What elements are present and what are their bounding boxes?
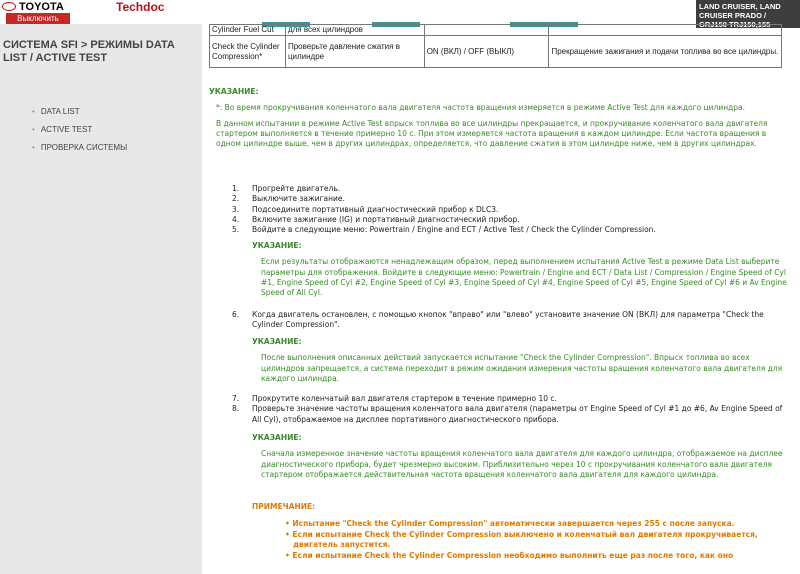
bullet-icon: • (285, 550, 293, 560)
note-block (252, 337, 787, 384)
main-content (202, 24, 800, 574)
model-line: LAND CRUISER, LAND (699, 2, 781, 11)
steps-list (232, 310, 787, 331)
list-item: 5. Войдите в следующие меню: Powertrain / Engine and ECT / Active Test / Check the Cylinder Compression. (232, 225, 656, 235)
model-line: KDJ150,155 LJ150 (699, 29, 765, 38)
table-cell: Check the Cylinder Compression* (210, 36, 286, 68)
note-block (252, 241, 787, 298)
list-item: 6. Когда двигатель остановлен, с помощью кнопок "вправо" или "влево" установите значение ON (ВКЛ) для параметра "Check the Cylinder Compression". (232, 310, 764, 330)
toyota-emblem-icon (2, 2, 16, 11)
note-text: Сначала измеренное значение частоты вращения коленчатого вала двигателя для каждого цилиндра, отображаемое на дисплее диагностического прибора, будет чрезмерно высоким. Приблизительно через 10 с прокручивания коленчатого вала двигателя стартером отображается действительная частота вращения коленчатого вала двигателя для каждого цилиндра. (261, 449, 783, 479)
list-item: 7. Прокрутите коленчатый вал двигателя стартером в течение примерно 10 с. (232, 394, 557, 403)
logout-button[interactable]: Выключить (6, 13, 70, 24)
note-label: УКАЗАНИЕ: (209, 87, 259, 96)
caution-item: • Испытание "Check the Cylinder Compression" автоматически завершается через 255 с после запуска. (285, 519, 735, 529)
note-block (209, 87, 784, 149)
table-cell: для всех цилиндров (285, 25, 424, 36)
note-label: УКАЗАНИЕ: (252, 337, 302, 346)
steps-list (232, 184, 787, 235)
note-label: УКАЗАНИЕ: (252, 433, 302, 442)
bullet-icon: • (32, 107, 35, 116)
sidebar-item-label: ПРОВЕРКА СИСТЕМЫ (40, 143, 128, 152)
table-cell: Прекращение зажигания и подачи топлива во все цилиндры. (549, 36, 782, 68)
caution-item: • Если испытание Check the Cylinder Compression необходимо выполнить еще раз после того, как оно (285, 550, 734, 560)
table-cell: Cylinder Fuel Cut (210, 25, 286, 36)
sidebar-item-label: DATA LIST (40, 107, 80, 116)
bullet-icon: • (285, 529, 293, 539)
note-text: В данном испытании в режиме Active Test впрыск топлива во все цилиндры прекращается, и прокручивание коленчатого вала двигателя стартером выполняется в течение примерно 10 с. При этом измеряется частота вращения в каждом цилиндре. Если частота вращения в одном цилиндре выше, чем в других цилиндрах, определяется, что давление сжатия в этом цилиндре ниже, чем в других цилиндрах. (216, 118, 768, 149)
note-text: *: Во время прокручивания коленчатого вала двигателя частота вращения измеряется в режиме Active Test для каждого цилиндра. (216, 103, 746, 113)
sidebar-nav (32, 106, 127, 160)
caution-list (252, 519, 792, 561)
table-cell: ON (ВКЛ) / OFF (ВЫКЛ) (424, 36, 549, 68)
table-cell: Проверьте давление сжатия в цилиндре (285, 36, 424, 68)
bullet-icon: • (32, 143, 35, 152)
list-item: 8. Проверьте значение частоты вращения коленчатого вала двигателя (параметры от Engine Speed of Cyl #1 до #6, Av Engine Speed of All Cyl), отображаемое на дисплее портативного диагностического прибора. (232, 404, 783, 424)
caution-label: ПРИМЕЧАНИЕ: (252, 502, 316, 511)
sidebar-item-active-test[interactable] (32, 124, 127, 142)
steps-list (232, 394, 787, 425)
note-text: Если результаты отображаются ненадлежащим образом, перед выполнением испытания Active Test в режиме Data List выберите параметры для отображения. Войдите в следующие меню: Powertrain / Engine and ECT / Data List / Compression / Engine Speed of Cyl #1, Engine Speed of Cyl #2, Engine Speed of Cyl #3, Engine Speed of Cyl #4, Engine Speed of Cyl #5, Engine Speed of Cyl #6 и Av Engine Speed of All Cyl. (261, 257, 787, 298)
sidebar-item-data-list[interactable] (32, 106, 127, 124)
active-test-table (209, 24, 782, 68)
list-item: 4. Включите зажигание (IG) и портативный диагностический прибор. (232, 214, 520, 224)
model-line: GRJ150 TRJ150,155 (699, 20, 771, 29)
sidebar-title: СИСТЕМА SFI > РЕЖИМЫ DATA LIST / ACTIVE TEST (3, 39, 175, 64)
table-row (210, 25, 782, 36)
app-title: Techdoc (116, 0, 165, 14)
bullet-icon: • (285, 519, 293, 529)
table-cell (424, 25, 549, 36)
caution-block (252, 502, 792, 561)
model-line: CRUISER PRADO / (699, 11, 767, 20)
note-block (252, 433, 787, 480)
list-item: 2. Выключите зажигание. (232, 194, 345, 204)
table-cell (549, 25, 782, 36)
sidebar (0, 24, 202, 574)
note-label: УКАЗАНИЕ: (252, 241, 302, 250)
note-text: После выполнения описанных действий запускается испытание "Check the Cylinder Compression". Впрыск топлива во всех цилиндров запрещается, а система переходит в режим ожидания измерения частоты вращения коленчатого вала двигателя для каждого цилиндра. (261, 353, 783, 383)
list-item: 3. Подсоедините портативный диагностический прибор к DLC3. (232, 204, 499, 214)
toyota-logo (2, 1, 64, 13)
bullet-icon: • (32, 125, 35, 134)
caution-item: • Если испытание Check the Cylinder Compression выключено и коленчатый вал двигателя прокручивается, двигатель запустится. (285, 529, 758, 550)
list-item: 1. Прогрейте двигатель. (232, 184, 341, 193)
sidebar-item-label: ACTIVE TEST (40, 125, 93, 134)
sidebar-item-system-check[interactable] (32, 142, 127, 160)
table-row (210, 36, 782, 68)
brand-name: TOYOTA (19, 1, 64, 13)
